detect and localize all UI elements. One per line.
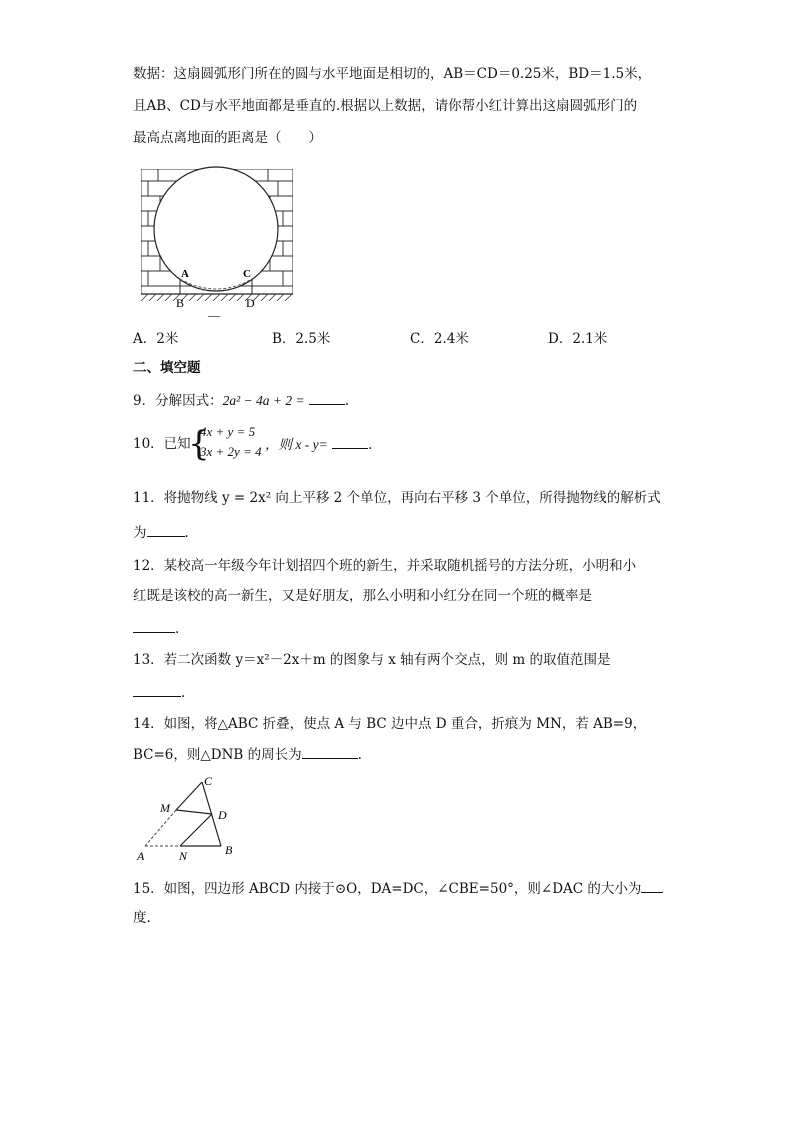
q10-middle: ，则 x - y= [265, 437, 328, 452]
q13-suffix: . [181, 685, 186, 701]
q12-line-3 [133, 618, 179, 639]
q8-choice-c[interactable]: C．2.4米 [410, 331, 469, 347]
q14-triangle-figure [135, 772, 245, 864]
q9 [133, 390, 349, 411]
q9-suffix: . [344, 393, 350, 409]
q9-prefix: 9．分解因式： [133, 393, 223, 409]
q14-suffix: . [357, 747, 362, 763]
q10-eq1: 4x + y = 5 [200, 424, 256, 439]
segment-md [176, 810, 212, 814]
label-n: N [179, 849, 188, 863]
q8-choice-d[interactable]: D．2.1米 [548, 331, 608, 347]
label-b: B [225, 843, 233, 857]
ground-hatch [141, 294, 292, 301]
q8-choice-b[interactable]: B．2.5米 [272, 331, 331, 347]
q13-line-1: 13．若二次函数 y＝x²－2x＋m 的图象与 x 轴有两个交点，则 m 的取值范围是 [133, 652, 611, 668]
label-b: B [176, 296, 185, 310]
brick-wall [141, 169, 293, 294]
q10-eq2: 3x + 2y = 4 [200, 444, 262, 459]
q8-door-figure [138, 165, 298, 325]
q11-line-2 [133, 522, 189, 543]
label-c: C [243, 268, 251, 280]
segment-cm [176, 782, 202, 810]
q12-suffix: . [175, 621, 180, 637]
q13-answer-blank[interactable] [133, 682, 181, 697]
q12-answer-blank[interactable] [133, 618, 175, 633]
q13-line-2 [133, 682, 185, 703]
q10-prefix: 10．已知 [133, 436, 191, 452]
label-d: D [218, 808, 227, 822]
label-c: C [204, 774, 213, 788]
section-heading: 二、填空题 [133, 360, 201, 376]
q8-choice-a[interactable]: A．2米 [133, 331, 179, 347]
q8-line-3: 最高点离地面的距离是（ ） [133, 130, 322, 146]
q14-line-1: 14．如图，将△ABC 折叠，使点 A 与 BC 边中点 D 重合，折痕为 MN，若 AB=9， [133, 716, 647, 732]
q8-line-1: 数据：这扇圆弧形门所在的圆与水平地面是相切的，AB＝CD＝0.25米，BD＝1.5米， [133, 66, 652, 82]
q10-tail [265, 434, 372, 455]
q15-answer-blank[interactable] [641, 878, 663, 893]
q15-text: 15．如图，四边形 ABCD 内接于⊙O，DA=DC，∠CBE=50°，则∠DAC 的大小为 [133, 881, 642, 897]
q11-prefix: 为 [133, 525, 147, 541]
q8-line-2: 且AB、CD与水平地面都是垂直的.根据以上数据，请你帮小红计算出这扇圆弧形门的 [133, 98, 638, 114]
q10-answer-blank[interactable] [332, 434, 368, 449]
q11-suffix: . [184, 525, 189, 541]
q15-line-1 [133, 878, 663, 899]
label-m: M [160, 801, 170, 815]
segment-dn [180, 814, 212, 846]
q9-answer-blank[interactable] [309, 390, 345, 405]
q10-brace: { [188, 424, 210, 464]
q11-answer-blank[interactable] [147, 522, 185, 537]
q12-line-2: 红既是该校的高一新生，又是好朋友，那么小明和小红分在同一个班的概率是 [133, 588, 592, 604]
q11-line-1: 11．将抛物线 y = 2x² 向上平移 2 个单位，再向右平移 3 个单位，所得抛物线的解析式 [133, 490, 661, 506]
dashed-am [145, 810, 176, 846]
q10-suffix: . [368, 437, 373, 453]
q14-line-2 [133, 744, 362, 765]
label-a: A [181, 268, 189, 280]
q12-line-1: 12．某校高一年级今年计划招四个班的新生，并采取随机摇号的方法分班，小明和小 [133, 558, 637, 574]
label-d: D [246, 296, 255, 310]
q10-equation-system [188, 424, 268, 464]
q14-prefix: BC=6，则△DNB 的周长为 [133, 747, 302, 763]
q14-answer-blank[interactable] [302, 744, 358, 759]
q15-line-2: 度. [133, 910, 151, 926]
label-a: A [137, 849, 145, 863]
dashed-chord [180, 279, 252, 289]
door-arc [154, 167, 278, 291]
q9-expression: 2a² − 4a + 2 = [222, 393, 305, 408]
label-dash: — [208, 308, 220, 322]
